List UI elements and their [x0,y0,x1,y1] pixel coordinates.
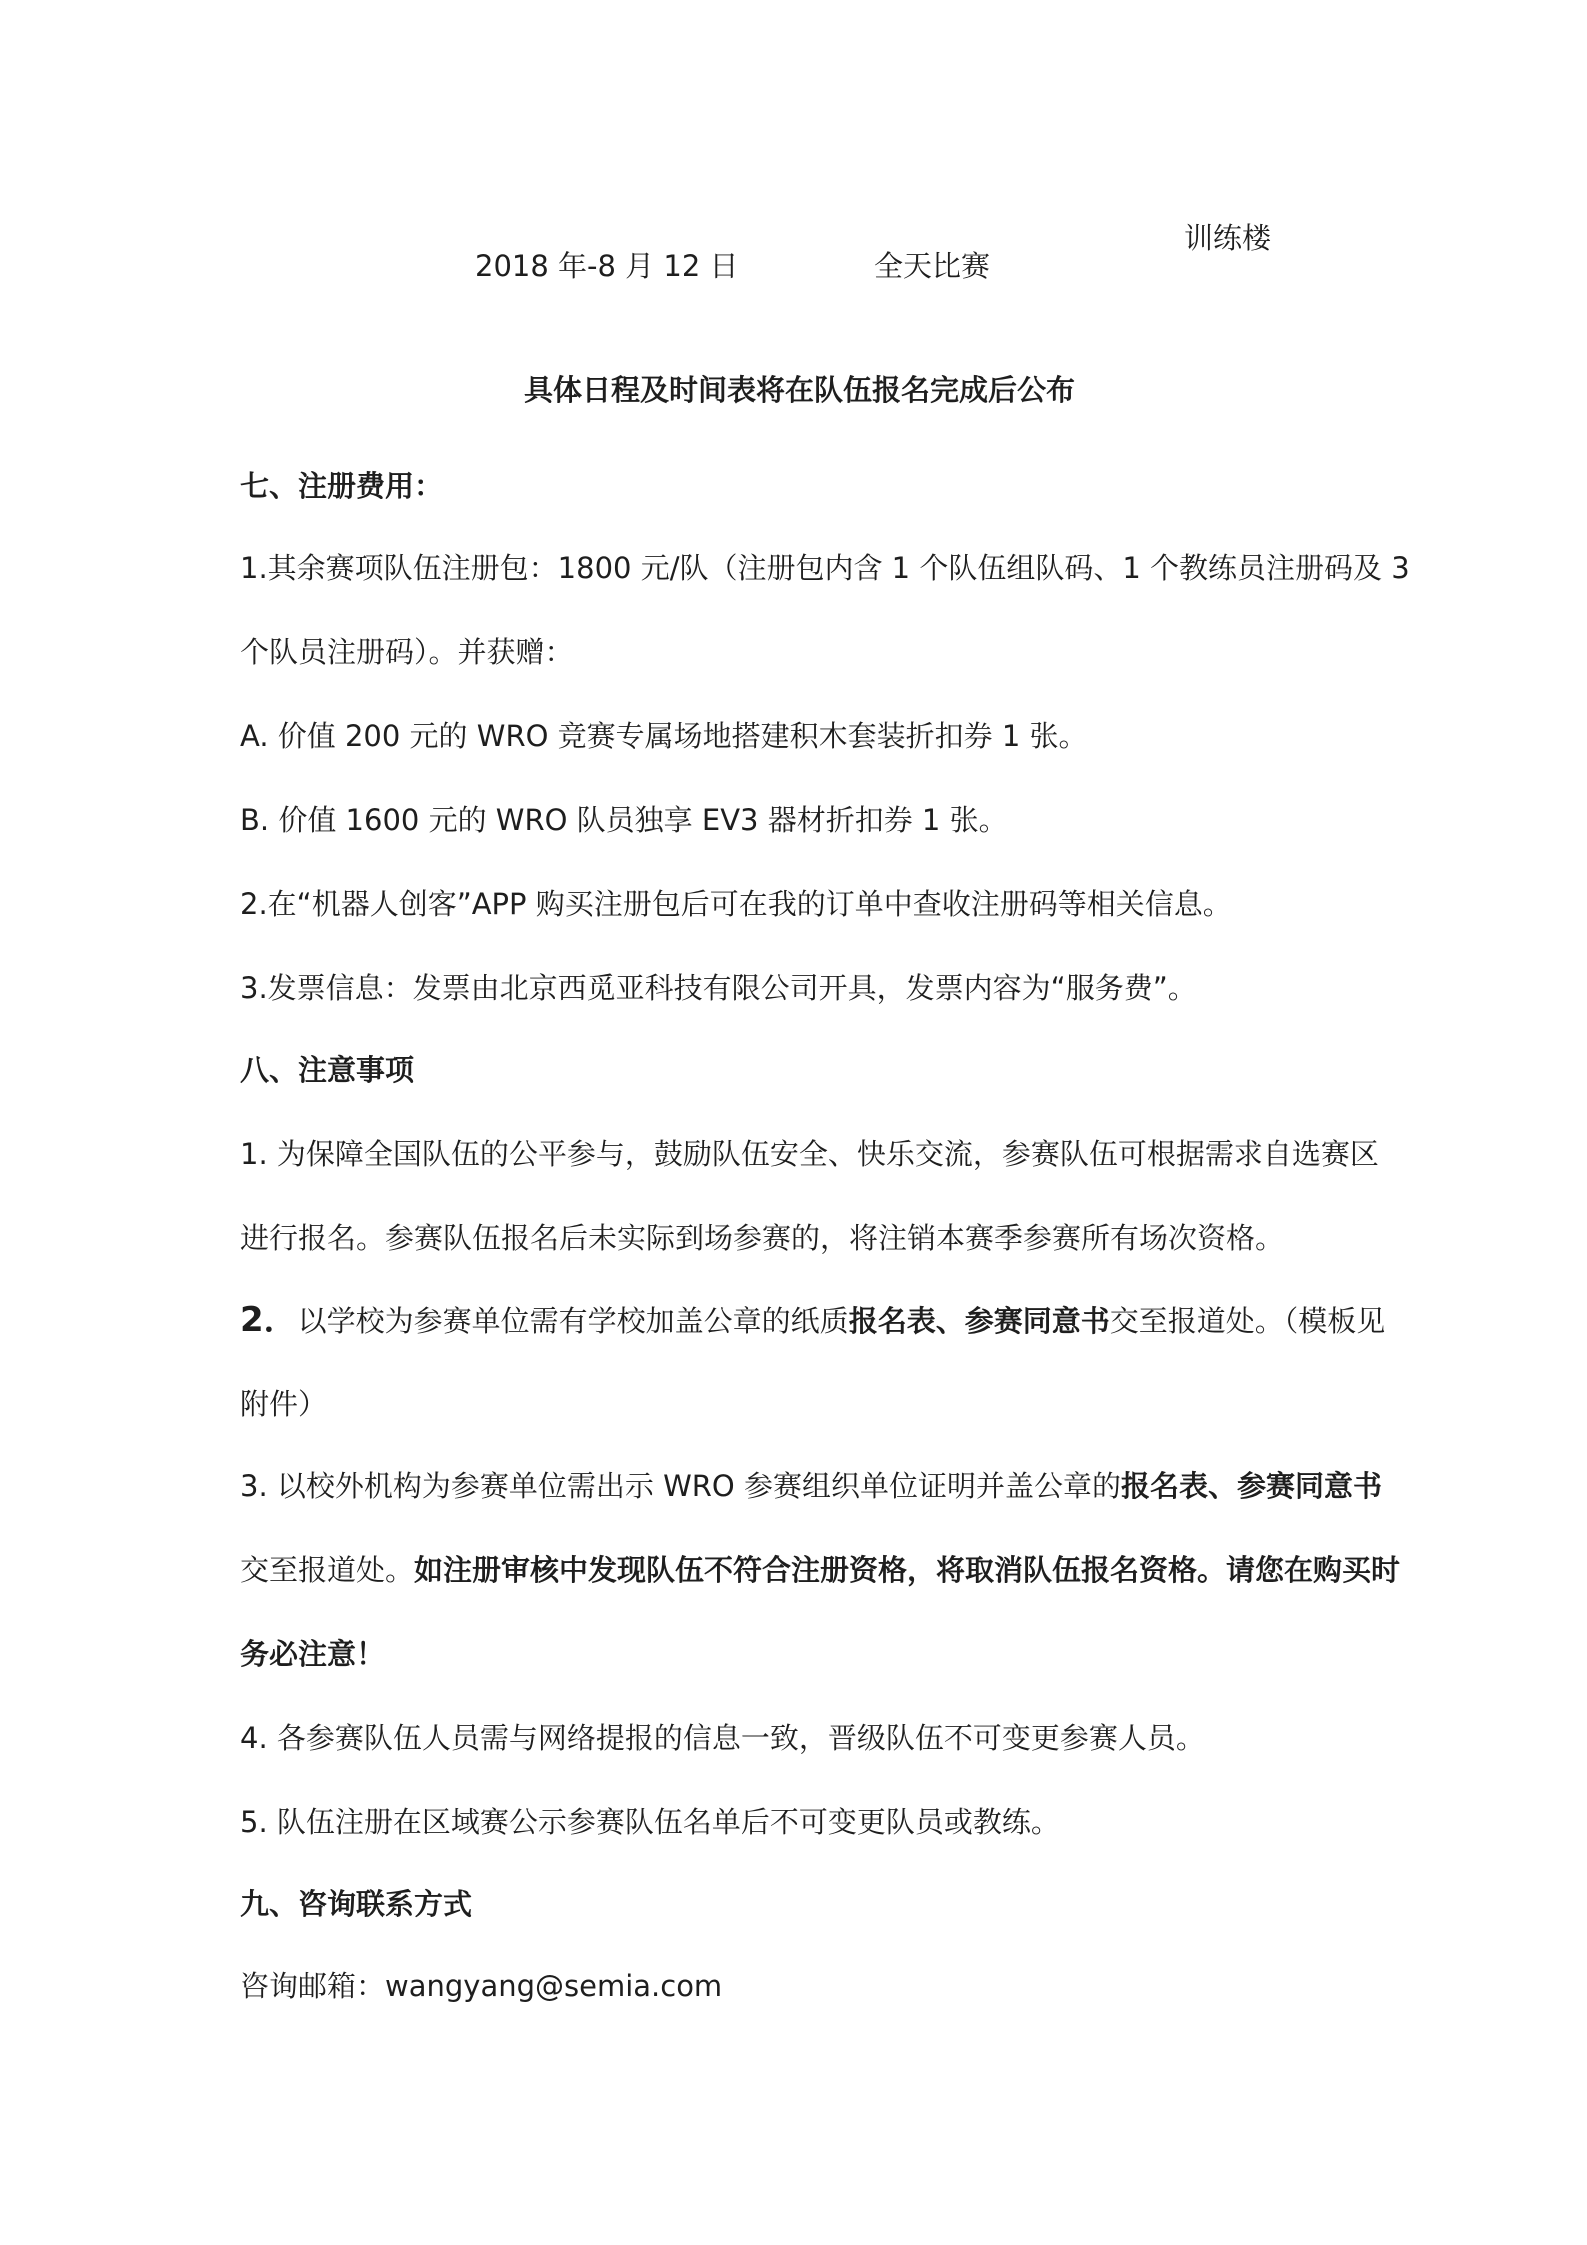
section8-item3-line2-text: 交至报道处。 [240,1553,415,1587]
section8-item1-line2: 进行报名。参赛队伍报名后未实际到场参赛的，将注销本赛季参赛所有场次资格。 [240,1221,1285,1255]
section8-item3-line2-bold: 如注册审核中发现队伍不符合注册资格，将取消队伍报名资格。请您在购买时 [414,1553,1401,1587]
schedule-activity: 全天比赛 [874,249,991,283]
section9-heading: 九、咨询联系方式 [240,1887,473,1921]
section7-item-b: B. 价值 1600 元的 WRO 队员独享 EV3 器材折扣券 1 张。 [240,803,1008,837]
schedule-venue: 训练楼 [1184,221,1272,255]
section8-item3-bold: 报名表、参赛同意书 [1120,1469,1382,1503]
section8-item2-number: 2． [240,1300,298,1340]
section8-item3-text: 3. 以校外机构为参赛单位需出示 WRO 参赛组织单位证明并盖公章的 [240,1469,1121,1503]
section8-item2-line2: 附件） [240,1387,328,1421]
section7-item-a: A. 价值 200 元的 WRO 竞赛专属场地搭建积木套装折扣券 1 张。 [240,719,1088,753]
schedule-date: 2018 年-8 月 12 日 [475,249,739,283]
section8-item4: 4. 各参赛队伍人员需与网络提报的信息一致，晋级队伍不可变更参赛人员。 [240,1721,1205,1755]
section7-item1-line2: 个队员注册码）。并获赠： [240,635,574,669]
section7-heading: 七、注册费用： [240,469,444,503]
section8-item2-text: 以学校为参赛单位需有学校加盖公章的纸质 [297,1304,849,1338]
section8-item2-tail: 交至报道处。（模板见 [1109,1304,1386,1338]
section8-item2-bold: 报名表、参赛同意书 [848,1304,1110,1338]
section8-heading: 八、注意事项 [240,1053,415,1087]
section8-item3-line3: 务必注意！ [240,1637,386,1671]
section8-item3-line2 [240,1550,1400,1590]
section7-item2: 2.在“机器人创客”APP 购买注册包后可在我的订单中查收注册码等相关信息。 [240,887,1232,921]
contact-email-line: 咨询邮箱：wangyang@semia.com [240,1969,723,2003]
section7-item1-line1: 1.其余赛项队伍注册包：1800 元/队（注册包内含 1 个队伍组队码、1 个教练员注册码及 3 [240,551,1410,585]
section8-item2-line1 [240,1300,1385,1341]
section7-item3: 3.发票信息：发票由北京西觅亚科技有限公司开具，发票内容为“服务费”。 [240,971,1197,1005]
schedule-note: 具体日程及时间表将在队伍报名完成后公布 [524,373,1076,407]
section8-item3-line1 [240,1466,1382,1506]
section8-item5: 5. 队伍注册在区域赛公示参赛队伍名单后不可变更队员或教练。 [240,1805,1060,1839]
section8-item1-line1: 1. 为保障全国队伍的公平参与，鼓励队伍安全、快乐交流，参赛队伍可根据需求自选赛区 [240,1137,1379,1171]
